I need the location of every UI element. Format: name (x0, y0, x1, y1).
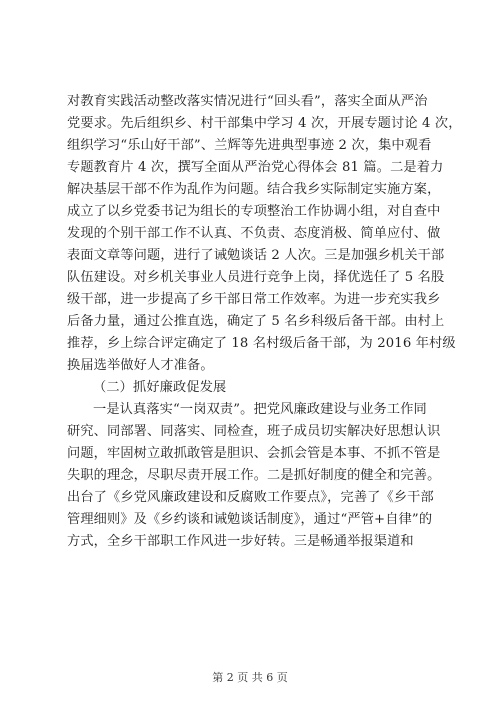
paragraph-line: 问题，牢固树立敢抓敢管是胆识、会抓会管是本事、不抓不管是 (67, 446, 441, 461)
paragraph-line: 队伍建设。对乡机关事业人员进行竞争上岗，择优选任了 5 名股 (67, 270, 445, 285)
paragraph-line: 出台了《乡党风廉政建设和反腐败工作要点》，完善了《乡干部 (67, 490, 434, 505)
paragraph-line: 专题教育片 4 次，撰写全面从严治党心得体会 81 篇。二是着力 (67, 160, 444, 175)
paragraph-line: 发现的个别干部工作不认真、不负责、态度消极、简单应付、做 (67, 226, 441, 241)
paragraph-line: 表面文章等问题，进行了诫勉谈话 2 人次。三是加强乡机关干部 (67, 248, 445, 263)
paragraph-line: 对教育实践活动整改落实情况进行“回头看”，落实全面从严治 (67, 94, 428, 109)
document-body (67, 91, 462, 553)
paragraph-line: 研究、同部署、同落实、同检查，班子成员切实解决好思想认识 (67, 424, 441, 439)
paragraph-line: 成立了以乡党委书记为组长的专项整治工作协调小组，对自查中 (67, 204, 441, 219)
section-heading: （二）抓好廉政促发展 (93, 380, 227, 395)
paragraph-line: 解决基层干部不作为乱作为问题。结合我乡实际制定实施方案， (67, 182, 441, 197)
paragraph-line: 方式，全乡干部职工作风进一步好转。三是畅通举报渠道和 (67, 534, 414, 549)
paragraph-line: 管理细则》及《乡约谈和诫勉谈话制度》，通过“严管+自律”的 (67, 512, 433, 527)
paragraph-line: 党要求。先后组织乡、村干部集中学习 4 次，开展专题讨论 4 次， (67, 116, 462, 131)
paragraph-line: 一是认真落实“一岗双责”。把党风廉政建设与业务工作同 (93, 402, 427, 417)
paragraph-line: 级干部，进一步提高了乡干部日常工作效率。为进一步充实我乡 (67, 292, 441, 307)
paragraph-line: 组织学习“乐山好干部”、兰辉等先进典型事迹 2 次，集中观看 (67, 138, 432, 153)
paragraph-line: 推荐，乡上综合评定确定了 18 名村级后备干部，为 2016 年村级 (67, 336, 456, 351)
paragraph-line: 失职的理念，尽职尽责开展工作。二是抓好制度的健全和完善。 (67, 468, 441, 483)
paragraph-line: 换届选举做好人才准备。 (67, 358, 214, 373)
paragraph-line: 后备力量，通过公推直选，确定了 5 名乡科级后备干部。由村上 (67, 314, 445, 329)
page-number-footer: 第 2 页 共 6 页 (212, 671, 288, 684)
